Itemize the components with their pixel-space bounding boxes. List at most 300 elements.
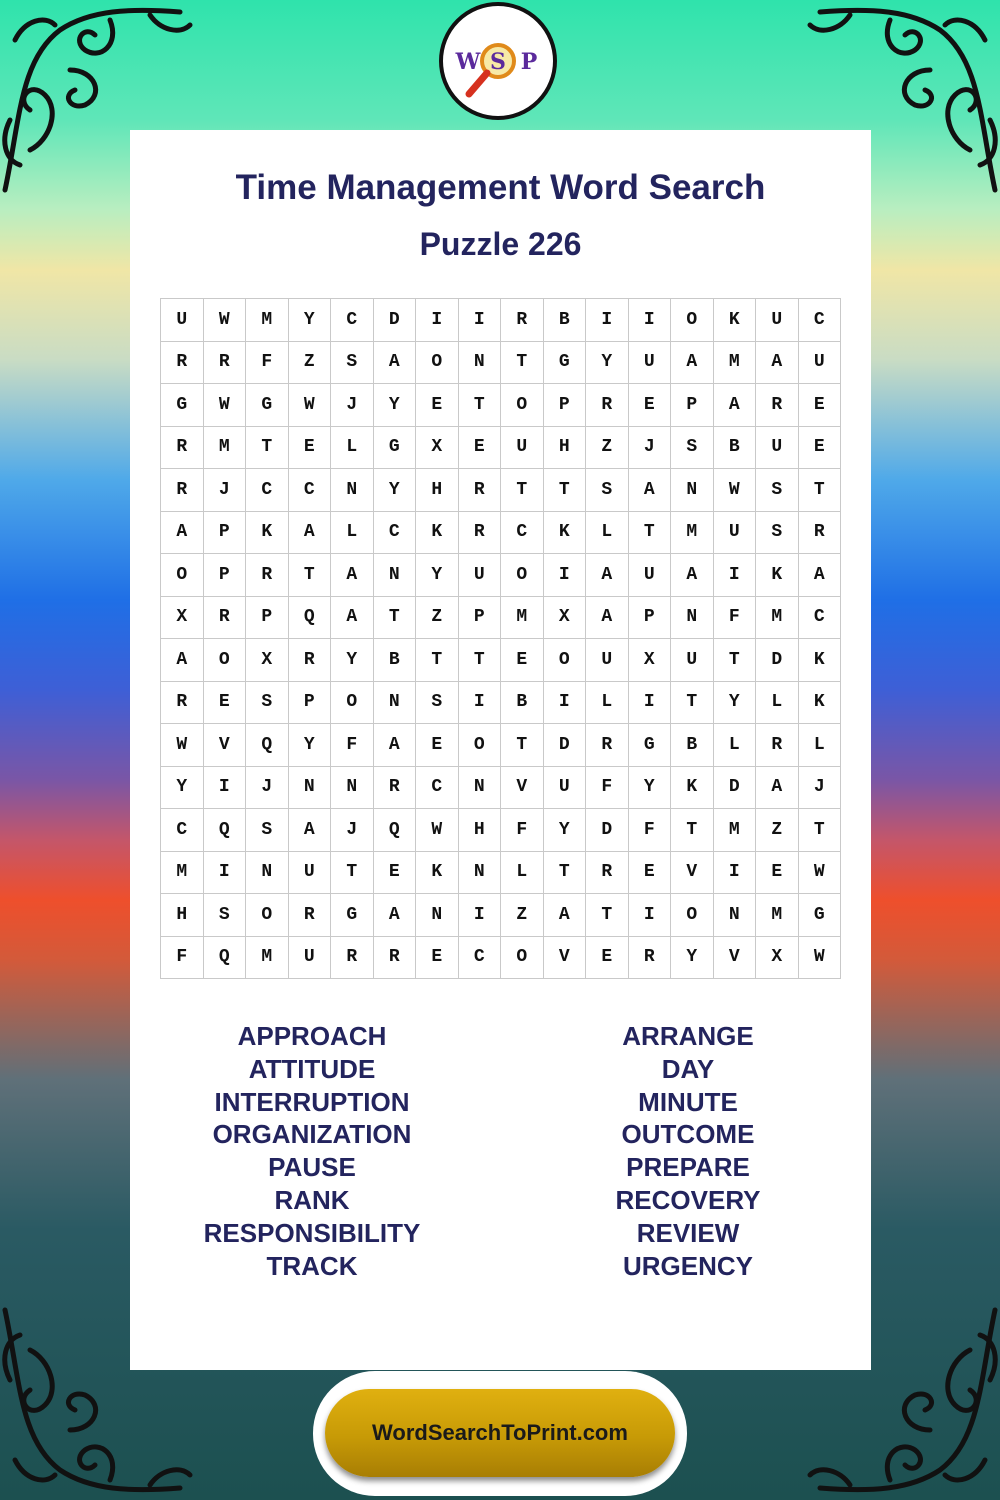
grid-cell[interactable]: U: [501, 426, 544, 469]
grid-cell[interactable]: A: [756, 341, 799, 384]
word-list-item: ARRANGE: [622, 1021, 754, 1051]
grid-cell[interactable]: N: [373, 554, 416, 597]
grid-cell[interactable]: Q: [373, 809, 416, 852]
grid-cell[interactable]: W: [416, 809, 459, 852]
grid-cell[interactable]: P: [543, 384, 586, 427]
grid-cell[interactable]: N: [458, 766, 501, 809]
grid-cell[interactable]: A: [671, 554, 714, 597]
grid-cell[interactable]: T: [628, 511, 671, 554]
grid-row: [161, 851, 841, 894]
grid-cell[interactable]: C: [798, 596, 841, 639]
grid-cell[interactable]: B: [671, 724, 714, 767]
grid-cell[interactable]: L: [798, 724, 841, 767]
grid-cell[interactable]: L: [586, 681, 629, 724]
grid-cell[interactable]: R: [373, 766, 416, 809]
grid-cell[interactable]: L: [713, 724, 756, 767]
grid-cell[interactable]: C: [416, 766, 459, 809]
word-list-item: OUTCOME: [621, 1119, 755, 1150]
grid-cell[interactable]: A: [756, 766, 799, 809]
grid-cell[interactable]: T: [331, 851, 374, 894]
grid-cell[interactable]: O: [331, 681, 374, 724]
grid-cell[interactable]: A: [331, 554, 374, 597]
grid-cell[interactable]: V: [501, 766, 544, 809]
grid-cell[interactable]: E: [203, 681, 246, 724]
grid-cell[interactable]: T: [458, 384, 501, 427]
grid-cell[interactable]: I: [543, 554, 586, 597]
grid-cell[interactable]: Y: [416, 554, 459, 597]
grid-row: [161, 681, 841, 724]
grid-cell[interactable]: F: [331, 724, 374, 767]
grid-cell[interactable]: D: [543, 724, 586, 767]
grid-cell[interactable]: O: [501, 936, 544, 979]
grid-cell[interactable]: E: [288, 426, 331, 469]
grid-cell[interactable]: A: [713, 384, 756, 427]
grid-cell[interactable]: O: [458, 724, 501, 767]
grid-cell[interactable]: L: [331, 511, 374, 554]
grid-cell[interactable]: Q: [203, 936, 246, 979]
word-list-left: [162, 1020, 462, 1282]
grid-cell[interactable]: M: [246, 936, 289, 979]
grid-cell[interactable]: K: [798, 681, 841, 724]
grid-row: [161, 384, 841, 427]
grid-cell[interactable]: A: [586, 554, 629, 597]
grid-cell[interactable]: U: [798, 341, 841, 384]
grid-cell[interactable]: I: [628, 299, 671, 342]
grid-cell[interactable]: N: [373, 681, 416, 724]
grid-row: [161, 724, 841, 767]
grid-cell[interactable]: O: [246, 894, 289, 937]
grid-cell[interactable]: Z: [288, 341, 331, 384]
grid-cell[interactable]: R: [161, 469, 204, 512]
grid-cell[interactable]: R: [458, 511, 501, 554]
grid-cell[interactable]: W: [288, 384, 331, 427]
grid-cell[interactable]: D: [373, 299, 416, 342]
grid-cell[interactable]: R: [161, 341, 204, 384]
grid-cell[interactable]: C: [458, 936, 501, 979]
word-list-item: URGENCY: [622, 1250, 753, 1281]
grid-cell[interactable]: K: [756, 554, 799, 597]
grid-cell[interactable]: S: [671, 426, 714, 469]
puzzle-card: [130, 130, 871, 1370]
grid-cell[interactable]: L: [501, 851, 544, 894]
grid-cell[interactable]: P: [458, 596, 501, 639]
grid-cell[interactable]: M: [756, 894, 799, 937]
grid-cell[interactable]: F: [628, 809, 671, 852]
grid-cell[interactable]: T: [798, 809, 841, 852]
grid-cell[interactable]: G: [161, 384, 204, 427]
grid-cell[interactable]: A: [373, 341, 416, 384]
grid-cell[interactable]: Q: [288, 596, 331, 639]
grid-cell[interactable]: T: [586, 894, 629, 937]
grid-cell[interactable]: C: [288, 469, 331, 512]
grid-cell[interactable]: E: [501, 639, 544, 682]
grid-cell[interactable]: R: [628, 936, 671, 979]
grid-cell[interactable]: B: [713, 426, 756, 469]
grid-cell[interactable]: P: [671, 384, 714, 427]
grid-cell[interactable]: U: [628, 341, 671, 384]
grid-cell[interactable]: Y: [161, 766, 204, 809]
grid-cell[interactable]: X: [161, 596, 204, 639]
grid-cell[interactable]: J: [331, 384, 374, 427]
grid-cell[interactable]: Y: [671, 936, 714, 979]
grid-cell[interactable]: Z: [501, 894, 544, 937]
grid-cell[interactable]: I: [203, 766, 246, 809]
grid-row: [161, 596, 841, 639]
grid-cell[interactable]: N: [331, 766, 374, 809]
grid-cell[interactable]: U: [458, 554, 501, 597]
grid-cell[interactable]: T: [246, 426, 289, 469]
grid-cell[interactable]: W: [161, 724, 204, 767]
grid-cell[interactable]: S: [203, 894, 246, 937]
grid-cell[interactable]: H: [458, 809, 501, 852]
grid-cell[interactable]: D: [756, 639, 799, 682]
grid-cell[interactable]: M: [203, 426, 246, 469]
grid-cell[interactable]: E: [798, 426, 841, 469]
grid-cell[interactable]: Z: [586, 426, 629, 469]
grid-cell[interactable]: F: [246, 341, 289, 384]
grid-cell[interactable]: A: [628, 469, 671, 512]
grid-cell[interactable]: X: [543, 596, 586, 639]
grid-cell[interactable]: D: [586, 809, 629, 852]
grid-cell[interactable]: A: [543, 894, 586, 937]
grid-cell[interactable]: P: [288, 681, 331, 724]
grid-cell[interactable]: N: [288, 766, 331, 809]
grid-cell[interactable]: P: [203, 511, 246, 554]
grid-cell[interactable]: L: [756, 681, 799, 724]
grid-cell[interactable]: U: [543, 766, 586, 809]
grid-cell[interactable]: W: [203, 384, 246, 427]
grid-cell[interactable]: I: [628, 894, 671, 937]
word-list-item: RESPONSIBILITY: [203, 1217, 421, 1248]
grid-cell[interactable]: R: [756, 384, 799, 427]
grid-cell[interactable]: T: [373, 596, 416, 639]
word-list-item: PAUSE: [268, 1152, 356, 1183]
grid-cell[interactable]: S: [416, 681, 459, 724]
grid-cell[interactable]: E: [416, 936, 459, 979]
word-list-item: RECOVERY: [615, 1184, 761, 1215]
grid-cell[interactable]: O: [671, 299, 714, 342]
grid-row: [161, 894, 841, 937]
grid-cell[interactable]: S: [246, 681, 289, 724]
grid-cell[interactable]: Q: [246, 724, 289, 767]
grid-cell[interactable]: U: [288, 936, 331, 979]
grid-cell[interactable]: J: [246, 766, 289, 809]
grid-cell[interactable]: Z: [756, 809, 799, 852]
word-list-item: MINUTE: [638, 1086, 738, 1117]
grid-cell[interactable]: N: [671, 469, 714, 512]
word-list-item: TRACK: [266, 1250, 358, 1281]
grid-cell[interactable]: M: [501, 596, 544, 639]
grid-cell[interactable]: H: [416, 469, 459, 512]
grid-row: [161, 809, 841, 852]
grid-cell[interactable]: X: [416, 426, 459, 469]
grid-cell[interactable]: U: [756, 426, 799, 469]
grid-cell[interactable]: E: [373, 851, 416, 894]
grid-cell[interactable]: O: [543, 639, 586, 682]
grid-cell[interactable]: U: [161, 299, 204, 342]
grid-row: [161, 639, 841, 682]
grid-cell[interactable]: R: [798, 511, 841, 554]
grid-cell[interactable]: J: [628, 426, 671, 469]
grid-cell[interactable]: S: [756, 511, 799, 554]
word-list-item: REVIEW: [636, 1217, 740, 1248]
grid-cell[interactable]: T: [543, 851, 586, 894]
grid-cell[interactable]: Y: [628, 766, 671, 809]
grid-cell[interactable]: G: [798, 894, 841, 937]
word-list-item: DAY: [661, 1053, 715, 1084]
grid-row: [161, 766, 841, 809]
grid-cell[interactable]: A: [586, 596, 629, 639]
grid-cell[interactable]: T: [671, 681, 714, 724]
grid-cell[interactable]: N: [246, 851, 289, 894]
grid-cell[interactable]: M: [713, 341, 756, 384]
grid-cell[interactable]: R: [501, 299, 544, 342]
grid-cell[interactable]: X: [628, 639, 671, 682]
grid-cell[interactable]: I: [203, 851, 246, 894]
grid-cell[interactable]: V: [543, 936, 586, 979]
grid-cell[interactable]: I: [628, 681, 671, 724]
grid-cell[interactable]: R: [331, 936, 374, 979]
grid-cell[interactable]: F: [501, 809, 544, 852]
grid-cell[interactable]: N: [713, 894, 756, 937]
grid-cell[interactable]: T: [458, 639, 501, 682]
grid-cell[interactable]: K: [798, 639, 841, 682]
grid-cell[interactable]: T: [671, 809, 714, 852]
grid-cell[interactable]: P: [628, 596, 671, 639]
grid-row: [161, 426, 841, 469]
grid-row: [161, 511, 841, 554]
grid-cell[interactable]: T: [798, 469, 841, 512]
grid-cell[interactable]: S: [586, 469, 629, 512]
grid-cell[interactable]: I: [458, 299, 501, 342]
grid-cell[interactable]: O: [203, 639, 246, 682]
grid-cell[interactable]: B: [543, 299, 586, 342]
grid-cell[interactable]: E: [798, 384, 841, 427]
grid-cell[interactable]: P: [246, 596, 289, 639]
grid-cell[interactable]: E: [416, 384, 459, 427]
word-list-item: APPROACH: [237, 1021, 387, 1051]
grid-cell[interactable]: R: [203, 596, 246, 639]
grid-cell[interactable]: W: [713, 469, 756, 512]
grid-cell[interactable]: R: [246, 554, 289, 597]
grid-cell[interactable]: I: [458, 681, 501, 724]
grid-cell[interactable]: R: [756, 724, 799, 767]
grid-cell[interactable]: K: [246, 511, 289, 554]
grid-cell[interactable]: J: [798, 766, 841, 809]
grid-cell[interactable]: E: [586, 936, 629, 979]
grid-cell[interactable]: U: [288, 851, 331, 894]
grid-cell[interactable]: E: [458, 426, 501, 469]
logo-letter-p: P: [520, 49, 538, 75]
grid-cell[interactable]: V: [713, 936, 756, 979]
grid-cell[interactable]: A: [373, 724, 416, 767]
grid-cell[interactable]: B: [373, 639, 416, 682]
grid-cell[interactable]: M: [246, 299, 289, 342]
grid-cell[interactable]: U: [713, 511, 756, 554]
logo-letter-w: W: [455, 49, 481, 75]
grid-cell[interactable]: G: [628, 724, 671, 767]
grid-cell[interactable]: I: [713, 554, 756, 597]
grid-cell[interactable]: T: [501, 724, 544, 767]
site-logo[interactable]: [439, 2, 557, 120]
grid-row: [161, 469, 841, 512]
grid-cell[interactable]: U: [756, 299, 799, 342]
grid-cell[interactable]: X: [756, 936, 799, 979]
grid-cell[interactable]: N: [416, 894, 459, 937]
grid-row: [161, 299, 841, 342]
grid-cell[interactable]: T: [543, 469, 586, 512]
logo-letter-s: S: [490, 49, 506, 75]
grid-row: [161, 341, 841, 384]
word-list-item: PREPARE: [626, 1152, 750, 1183]
word-list-item: RANK: [274, 1184, 350, 1215]
grid-cell[interactable]: W: [798, 936, 841, 979]
grid-cell[interactable]: E: [416, 724, 459, 767]
grid-cell[interactable]: A: [798, 554, 841, 597]
grid-cell[interactable]: I: [458, 894, 501, 937]
grid-cell[interactable]: R: [203, 341, 246, 384]
grid-cell[interactable]: Y: [586, 341, 629, 384]
grid-cell[interactable]: C: [373, 511, 416, 554]
grid-cell[interactable]: G: [246, 384, 289, 427]
grid-cell[interactable]: K: [416, 511, 459, 554]
grid-cell[interactable]: I: [713, 851, 756, 894]
grid-cell[interactable]: Y: [713, 681, 756, 724]
grid-cell[interactable]: Q: [203, 809, 246, 852]
grid-cell[interactable]: R: [288, 894, 331, 937]
grid-cell[interactable]: M: [671, 511, 714, 554]
grid-cell[interactable]: T: [501, 469, 544, 512]
grid-cell[interactable]: T: [416, 639, 459, 682]
grid-cell[interactable]: H: [543, 426, 586, 469]
grid-cell[interactable]: V: [203, 724, 246, 767]
page-title: Time Management Word Search: [235, 168, 766, 207]
grid-cell[interactable]: Y: [288, 299, 331, 342]
grid-cell[interactable]: T: [501, 341, 544, 384]
grid-cell[interactable]: I: [586, 299, 629, 342]
grid-cell[interactable]: E: [756, 851, 799, 894]
grid-cell[interactable]: O: [671, 894, 714, 937]
grid-cell[interactable]: Y: [543, 809, 586, 852]
grid-cell[interactable]: W: [203, 299, 246, 342]
grid-cell[interactable]: K: [543, 511, 586, 554]
grid-cell[interactable]: V: [671, 851, 714, 894]
grid-cell[interactable]: T: [713, 639, 756, 682]
website-link-button[interactable]: WordSearchToPrint.com: [325, 1389, 675, 1477]
word-list-item: ORGANIZATION: [212, 1119, 412, 1150]
grid-cell[interactable]: G: [543, 341, 586, 384]
grid-cell[interactable]: K: [416, 851, 459, 894]
grid-cell[interactable]: O: [501, 554, 544, 597]
grid-cell[interactable]: Y: [288, 724, 331, 767]
grid-cell[interactable]: U: [671, 639, 714, 682]
grid-cell[interactable]: N: [331, 469, 374, 512]
grid-cell[interactable]: J: [203, 469, 246, 512]
grid-cell[interactable]: F: [713, 596, 756, 639]
grid-cell[interactable]: E: [628, 851, 671, 894]
grid-cell[interactable]: L: [331, 426, 374, 469]
grid-cell[interactable]: N: [458, 341, 501, 384]
grid-cell[interactable]: R: [458, 469, 501, 512]
grid-cell[interactable]: O: [416, 341, 459, 384]
grid-cell[interactable]: G: [331, 894, 374, 937]
grid-cell[interactable]: C: [501, 511, 544, 554]
letter-grid: [160, 298, 841, 979]
grid-cell[interactable]: B: [501, 681, 544, 724]
grid-cell[interactable]: A: [331, 596, 374, 639]
grid-cell[interactable]: G: [373, 426, 416, 469]
grid-cell[interactable]: F: [161, 936, 204, 979]
grid-cell[interactable]: I: [543, 681, 586, 724]
grid-cell[interactable]: R: [288, 639, 331, 682]
word-list-item: INTERRUPTION: [214, 1086, 410, 1117]
grid-cell[interactable]: C: [161, 809, 204, 852]
grid-cell[interactable]: I: [416, 299, 459, 342]
word-list-right: [538, 1020, 838, 1282]
grid-cell[interactable]: S: [331, 341, 374, 384]
grid-cell[interactable]: X: [246, 639, 289, 682]
grid-cell[interactable]: H: [161, 894, 204, 937]
grid-cell[interactable]: U: [586, 639, 629, 682]
grid-cell[interactable]: F: [586, 766, 629, 809]
grid-cell[interactable]: A: [373, 894, 416, 937]
grid-cell[interactable]: M: [161, 851, 204, 894]
grid-cell[interactable]: L: [586, 511, 629, 554]
grid-cell[interactable]: R: [586, 384, 629, 427]
grid-cell[interactable]: C: [331, 299, 374, 342]
grid-cell[interactable]: K: [713, 299, 756, 342]
grid-cell[interactable]: A: [161, 639, 204, 682]
grid-cell[interactable]: A: [161, 511, 204, 554]
footer-badge: [313, 1371, 687, 1496]
grid-cell[interactable]: R: [373, 936, 416, 979]
grid-cell[interactable]: M: [713, 809, 756, 852]
grid-cell[interactable]: S: [756, 469, 799, 512]
grid-row: [161, 554, 841, 597]
word-list-item: ATTITUDE: [248, 1053, 376, 1084]
grid-cell[interactable]: Z: [416, 596, 459, 639]
grid-cell[interactable]: N: [671, 596, 714, 639]
grid-cell[interactable]: R: [161, 681, 204, 724]
grid-cell[interactable]: E: [628, 384, 671, 427]
grid-cell[interactable]: R: [586, 724, 629, 767]
grid-cell[interactable]: C: [246, 469, 289, 512]
grid-cell[interactable]: O: [161, 554, 204, 597]
grid-cell[interactable]: A: [288, 511, 331, 554]
grid-cell[interactable]: Y: [373, 384, 416, 427]
grid-cell[interactable]: W: [798, 851, 841, 894]
grid-cell[interactable]: N: [458, 851, 501, 894]
grid-cell[interactable]: A: [671, 341, 714, 384]
grid-cell[interactable]: Y: [373, 469, 416, 512]
grid-cell[interactable]: O: [501, 384, 544, 427]
grid-cell[interactable]: C: [798, 299, 841, 342]
grid-cell[interactable]: K: [671, 766, 714, 809]
grid-cell[interactable]: J: [331, 809, 374, 852]
grid-cell[interactable]: U: [628, 554, 671, 597]
grid-cell[interactable]: Y: [331, 639, 374, 682]
grid-cell[interactable]: A: [288, 809, 331, 852]
grid-row: [161, 936, 841, 979]
grid-cell[interactable]: R: [161, 426, 204, 469]
grid-cell[interactable]: T: [288, 554, 331, 597]
grid-cell[interactable]: D: [713, 766, 756, 809]
grid-cell[interactable]: R: [586, 851, 629, 894]
grid-cell[interactable]: P: [203, 554, 246, 597]
grid-cell[interactable]: S: [246, 809, 289, 852]
grid-cell[interactable]: M: [756, 596, 799, 639]
puzzle-number: Puzzle 226: [419, 226, 582, 262]
